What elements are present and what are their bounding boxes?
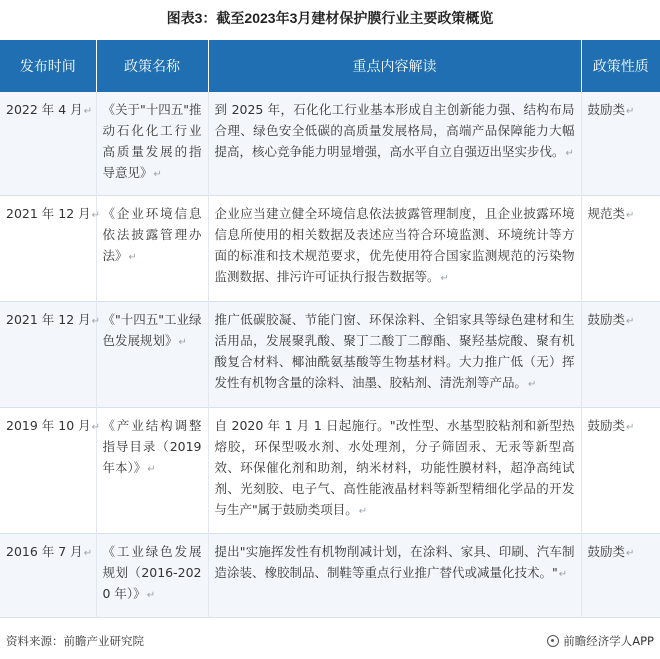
table-row (0, 195, 660, 301)
header-date: 发布时间 (0, 40, 96, 92)
cell-policy-name: 《"十四五"工业绿色发展规划》↵ (96, 301, 208, 407)
cell-date: 2019 年 10 月↵ (0, 407, 96, 533)
cell-date: 2021 年 12 月↵ (0, 301, 96, 407)
cell-policy-name: 《企业环境信息依法披露管理办法》↵ (96, 195, 208, 301)
source-note: 资料来源：前瞻产业研究院 (6, 634, 144, 648)
cell-nature: 鼓励类↵ (581, 301, 660, 407)
header-content: 重点内容解读 (208, 40, 581, 92)
cell-policy-name: 《工业绿色发展规划（2016-2020 年）》↵ (96, 533, 208, 617)
cell-date: 2021 年 12 月↵ (0, 195, 96, 301)
cell-content: 企业应当建立健全环境信息依法披露管理制度，且企业披露环境信息所使用的相关数据及表述应当符合环境监测、环境统计等方面的标准和技术规范要求，优先使用符合国家监测规范的污染物监测数据、排污许可证执行报告数据等。↵ (208, 195, 581, 301)
cell-content: 到 2025 年，石化化工行业基本形成自主创新能力强、结构布局合理、绿色安全低碳的高质量发展格局，高端产品保障能力大幅提高，核心竞争能力明显增强，高水平自立自强迈出坚实步伐。↵ (208, 92, 581, 195)
cell-nature: 鼓励类↵ (581, 92, 660, 195)
cell-content: 推广低碳胶凝、节能门窗、环保涂料、全铝家具等绿色建材和生活用品，发展聚乳酸、聚丁二酸丁二醇酯、聚羟基烷酸、聚有机酸复合材料、椰油酰氨基酸等生物基材料。大力推广低（无）挥发性有机物含量的涂料、油墨、胶粘剂、清洗剂等产品。↵ (208, 301, 581, 407)
table-row (0, 533, 660, 617)
brand-name: 前瞻经济学人APP (563, 634, 654, 648)
cell-nature: 规范类↵ (581, 195, 660, 301)
policy-table (0, 40, 660, 618)
table-header-row (0, 40, 660, 92)
cell-content: 提出"实施挥发性有机物削减计划，在涂料、家具、印刷、汽车制造涂装、橡胶制品、制鞋等重点行业推广替代或减量化技术。"↵ (208, 533, 581, 617)
header-policy-name: 政策名称 (96, 40, 208, 92)
cell-policy-name: 《关于"十四五"推动石化化工行业高质量发展的指导意见》↵ (96, 92, 208, 195)
table-row (0, 92, 660, 195)
cell-policy-name: 《产业结构调整指导目录（2019 年本）》↵ (96, 407, 208, 533)
cell-nature: 鼓励类↵ (581, 407, 660, 533)
header-nature: 政策性质 (581, 40, 660, 92)
footer (0, 627, 660, 653)
table-row (0, 301, 660, 407)
cell-content: 自 2020 年 1 月 1 日起施行。"改性型、水基型胶粘剂和新型热熔胶，环保型吸水剂、水处理剂，分子筛固汞、无汞等新型高效、环保催化剂和助剂，纳米材料，功能性膜材料，超净高纯试剂、光刻胶、电子气、高性能液晶材料等新型精细化学品的开发与生产"属于鼓励类项目。↵ (208, 407, 581, 533)
chart-title: 图表3：截至2023年3月建材保护膜行业主要政策概览 (166, 10, 494, 26)
cell-nature: 鼓励类↵ (581, 533, 660, 617)
table-row (0, 407, 660, 533)
brand-credit (547, 633, 654, 649)
cell-date: 2016 年 7 月↵ (0, 533, 96, 617)
cell-date: 2022 年 4 月↵ (0, 92, 96, 195)
brand-logo-icon (547, 635, 559, 647)
